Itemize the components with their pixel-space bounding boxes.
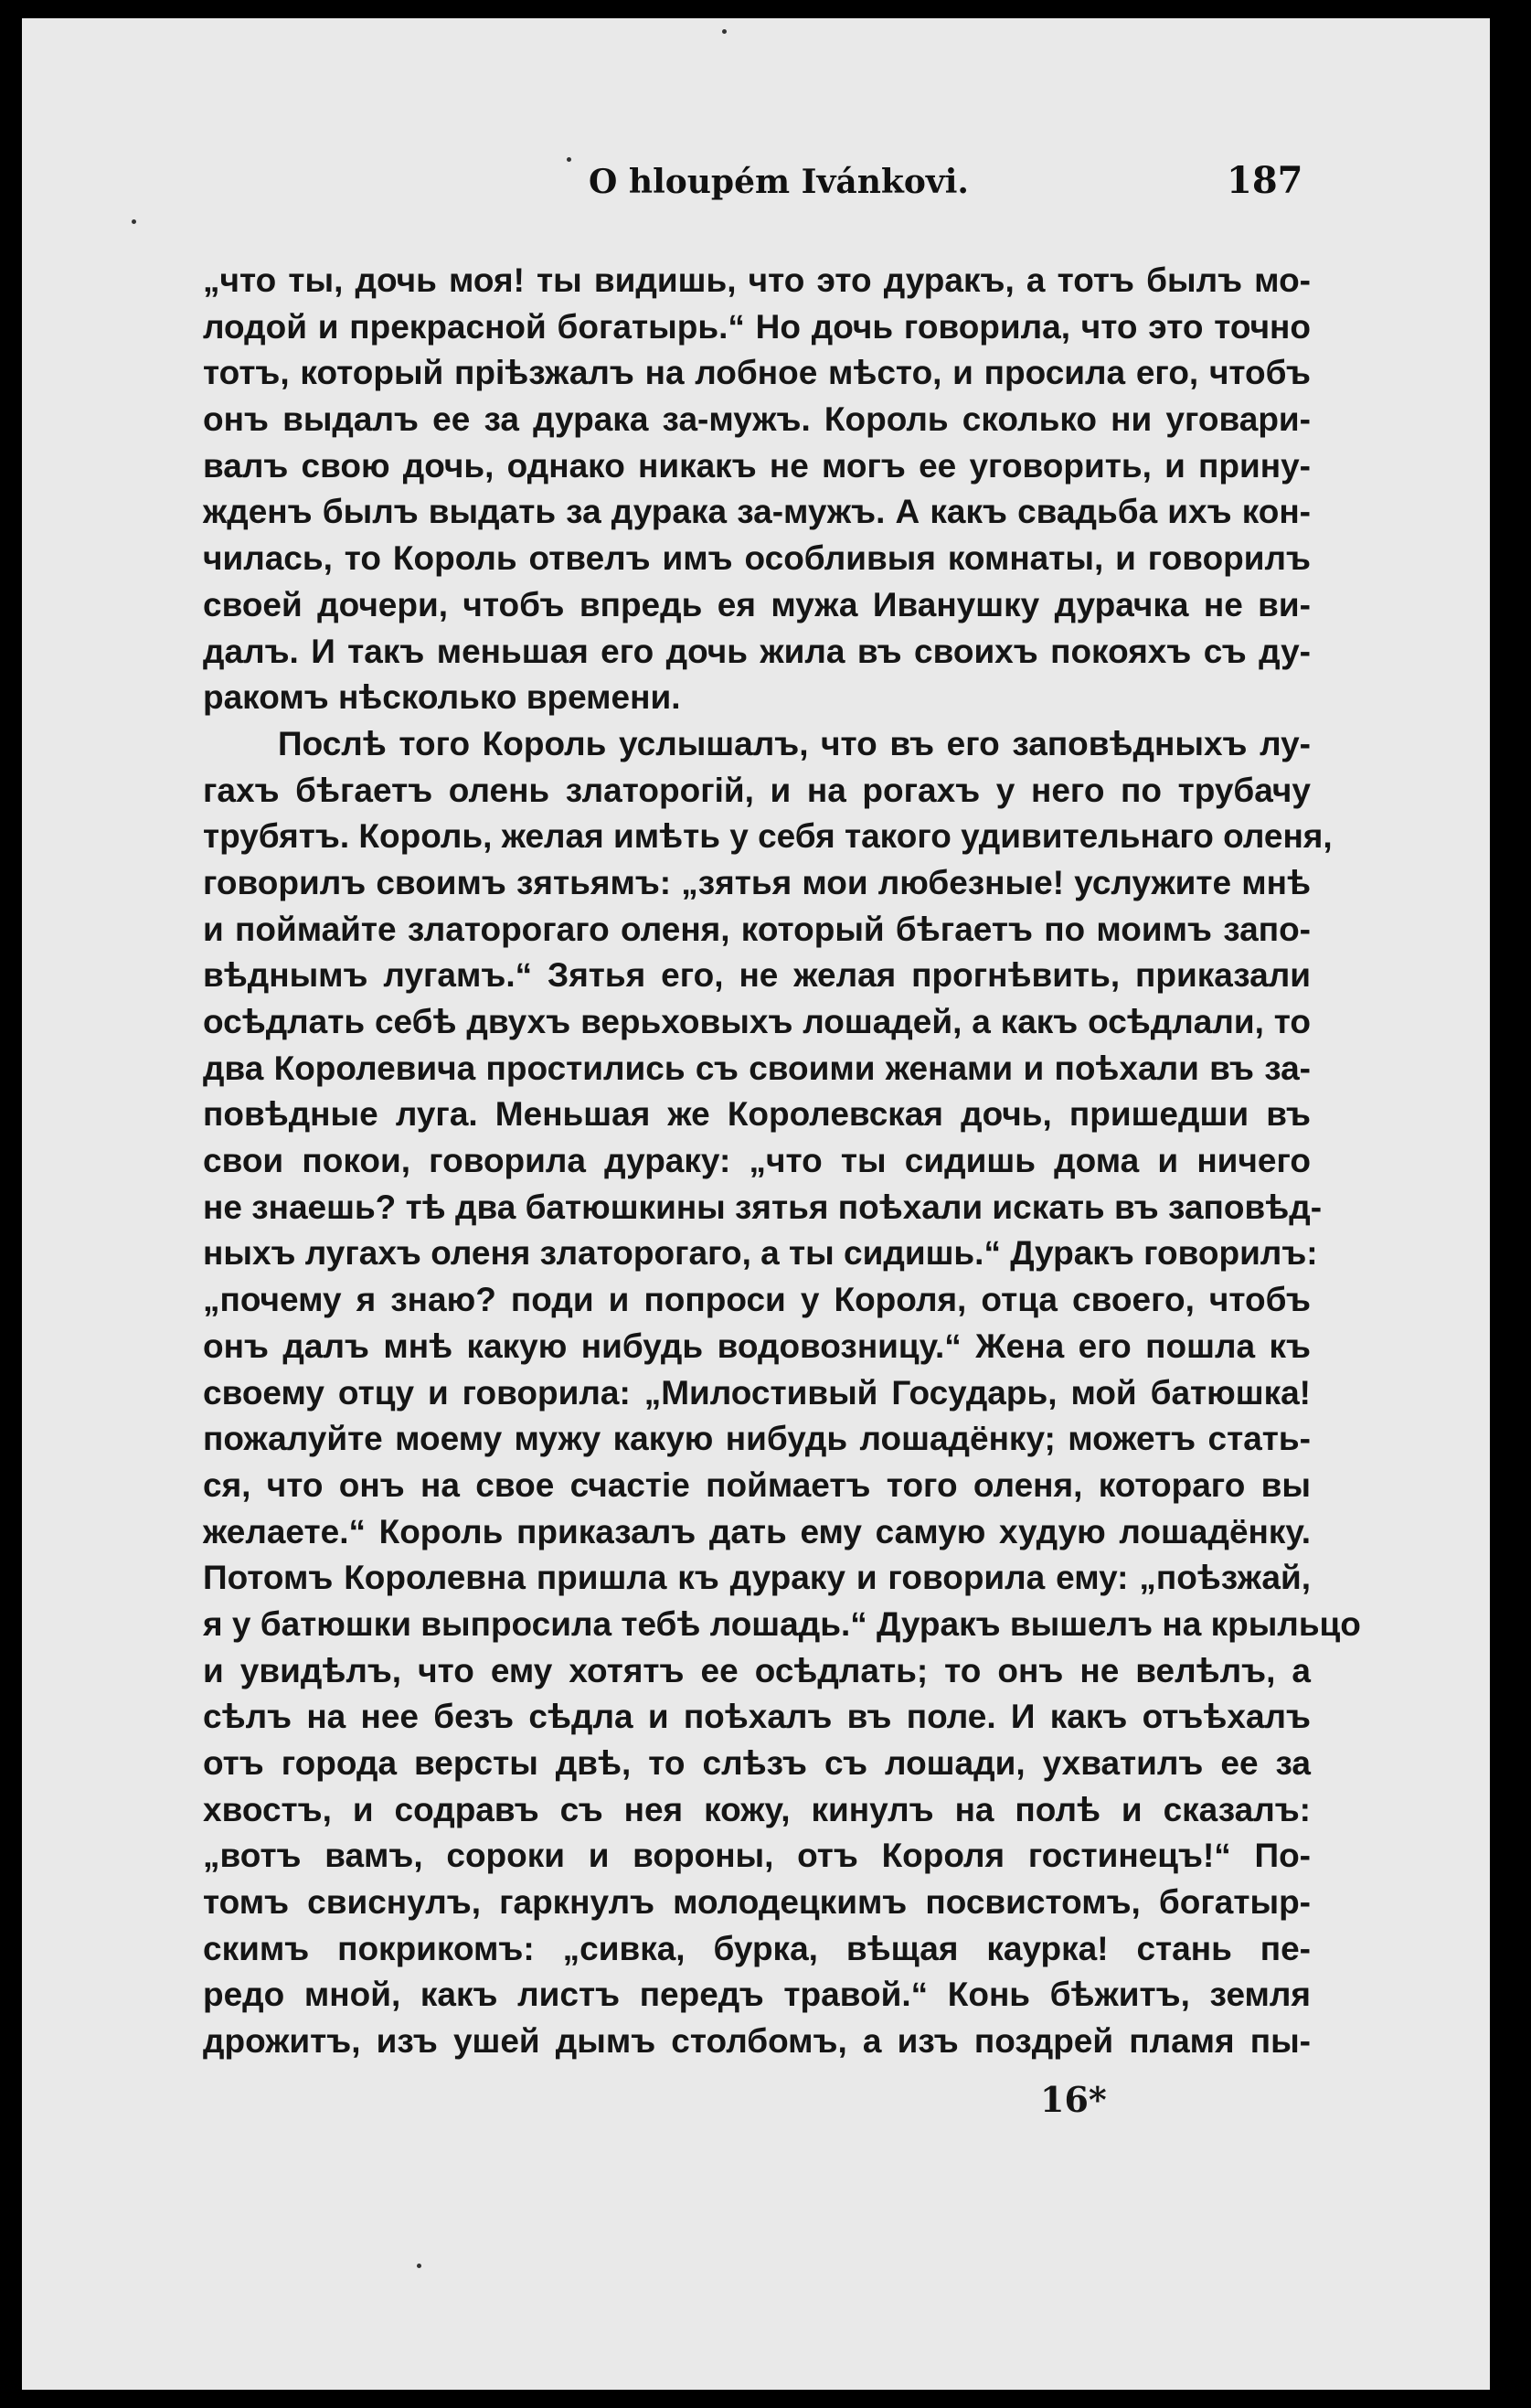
- text-line: далъ. И такъ меньшая его дочь жила въ своихъ покояхъ съ ду-: [203, 632, 1311, 670]
- signature-mark: 16*: [1040, 2079, 1107, 2120]
- text-line: осѣдлать себѣ двухъ верьховыхъ лошадей, а какъ осѣдлали, то: [203, 1003, 1311, 1040]
- text-line: своему отцу и говорила: „Милостивый Государь, мой батюшка!: [203, 1373, 1311, 1412]
- text-line: сѣлъ на нее безъ сѣдла и поѣхалъ въ поле. И какъ отъѣхалъ: [203, 1698, 1311, 1736]
- text-line: говорилъ своимъ зятьямъ: „зятья мои любезные! услужите мнѣ: [203, 863, 1311, 901]
- text-line: ныхъ лугахъ оленя златорогаго, а ты сидишь.“ Дуракъ говорилъ:: [203, 1234, 1318, 1273]
- text-line: ся, что онъ на свое счастiе поймаетъ того оленя, котораго вы: [203, 1465, 1311, 1504]
- text-line: дрожитъ, изъ ушей дымъ столбомъ, а изъ поздрей пламя пы-: [203, 2022, 1311, 2061]
- text-line: онъ далъ мнѣ какую нибудь водовозницу.“ Жена его пошла къ: [203, 1327, 1311, 1365]
- paragraph-2: [203, 721, 1361, 2065]
- text-line: не знаешь? тѣ два батюшкины зятья поѣхали искать въ заповѣд-: [203, 1188, 1323, 1226]
- text-line: редо мной, какъ листъ передъ травой.“ Конь бѣжитъ, земля: [203, 1976, 1311, 2014]
- text-line: „что ты, дочь моя! ты видишь, что это дуракъ, а тотъ былъ мо-: [203, 261, 1311, 299]
- ink-speck: [567, 157, 571, 162]
- text-line: жденъ былъ выдать за дурака за-мужъ. А какъ свадьба ихъ кон-: [203, 493, 1311, 531]
- text-line: томъ свиснулъ, гаркнулъ молодецкимъ посвистомъ, богатыр-: [203, 1883, 1311, 1922]
- ink-speck: [132, 219, 136, 224]
- text-line: Потомъ Королевна пришла къ дураку и говорила ему: „поѣзжай,: [203, 1559, 1311, 1597]
- text-line: своей дочери, чтобъ впредь ея мужа Иванушку дурачка не ви-: [203, 585, 1311, 623]
- text-line: чилась, то Король отвелъ имъ особливыя комнаты, и говорилъ: [203, 539, 1311, 578]
- text-line: желаете.“ Король приказалъ дать ему самую худую лошадёнку.: [203, 1512, 1311, 1550]
- text-line: ракомъ нѣсколько времени.: [203, 678, 681, 717]
- text-line: трубятъ. Король, желая имѣть у себя такого удивительнаго оленя,: [203, 817, 1333, 856]
- text-line: „почему я знаю? поди и попроси у Короля, отца своего, чтобъ: [203, 1281, 1311, 1319]
- paragraph-1: [203, 258, 1311, 721]
- text-line: скимъ покрикомъ: „сивка, бурка, вѣщая каурка! стань пе-: [203, 1929, 1311, 1967]
- text-line: повѣдные луга. Меньшая же Королевская дочь, пришедши въ: [203, 1095, 1311, 1134]
- text-line: валъ свою дочь, однако никакъ не могъ ее уговорить, и прину-: [203, 446, 1311, 485]
- body-text: [203, 258, 1361, 2065]
- text-line: хвостъ, и содравъ съ нея кожу, кинулъ на полѣ и сказалъ:: [203, 1790, 1311, 1828]
- text-line: гахъ бѣгаетъ олень златорогiй, и на рогахъ у него по трубачу: [203, 771, 1311, 809]
- ink-speck: [417, 2264, 421, 2268]
- text-line: онъ выдалъ ее за дурака за-мужъ. Король сколько ни уговари-: [203, 400, 1311, 439]
- ink-speck: [722, 29, 727, 34]
- running-title: O hloupém Ivánkovi.: [589, 163, 969, 201]
- text-line: Послѣ того Король услышалъ, что въ его заповѣдныхъ лу-: [278, 724, 1311, 762]
- text-line: я у батюшки выпросила тебѣ лошадь.“ Дуракъ вышелъ на крыльцо: [203, 1604, 1361, 1643]
- text-line: лодой и прекрасной богатырь.“ Но дочь говорила, что это точно: [203, 307, 1311, 346]
- text-line: пожалуйте моему мужу какую нибудь лошадёнку; можетъ стать-: [203, 1420, 1311, 1458]
- text-line: тотъ, который прiѣзжалъ на лобное мѣсто, и просила его, чтобъ: [203, 354, 1311, 392]
- text-line: „вотъ вамъ, сороки и вороны, отъ Короля гостинецъ!“ По-: [203, 1837, 1311, 1875]
- scan-border: [1490, 0, 1531, 2408]
- text-line: отъ города версты двѣ, то слѣзъ съ лошади, ухватилъ ее за: [203, 1744, 1311, 1782]
- page-number: 187: [1227, 159, 1303, 202]
- page-header: [22, 159, 1490, 218]
- text-line: вѣднымъ лугамъ.“ Зятья его, не желая прогнѣвить, приказали: [203, 956, 1311, 995]
- text-line: два Королевича простились съ своими женами и поѣхали въ за-: [203, 1049, 1311, 1087]
- text-line: и поймайте златорогаго оленя, который бѣгаетъ по моимъ запо-: [203, 910, 1311, 948]
- text-line: и увидѣлъ, что ему хотятъ ее осѣдлать; то онъ не велѣлъ, а: [203, 1651, 1311, 1689]
- text-line: свои покои, говорила дураку: „что ты сидишь дома и ничего: [203, 1142, 1311, 1180]
- scanned-page: [22, 18, 1490, 2390]
